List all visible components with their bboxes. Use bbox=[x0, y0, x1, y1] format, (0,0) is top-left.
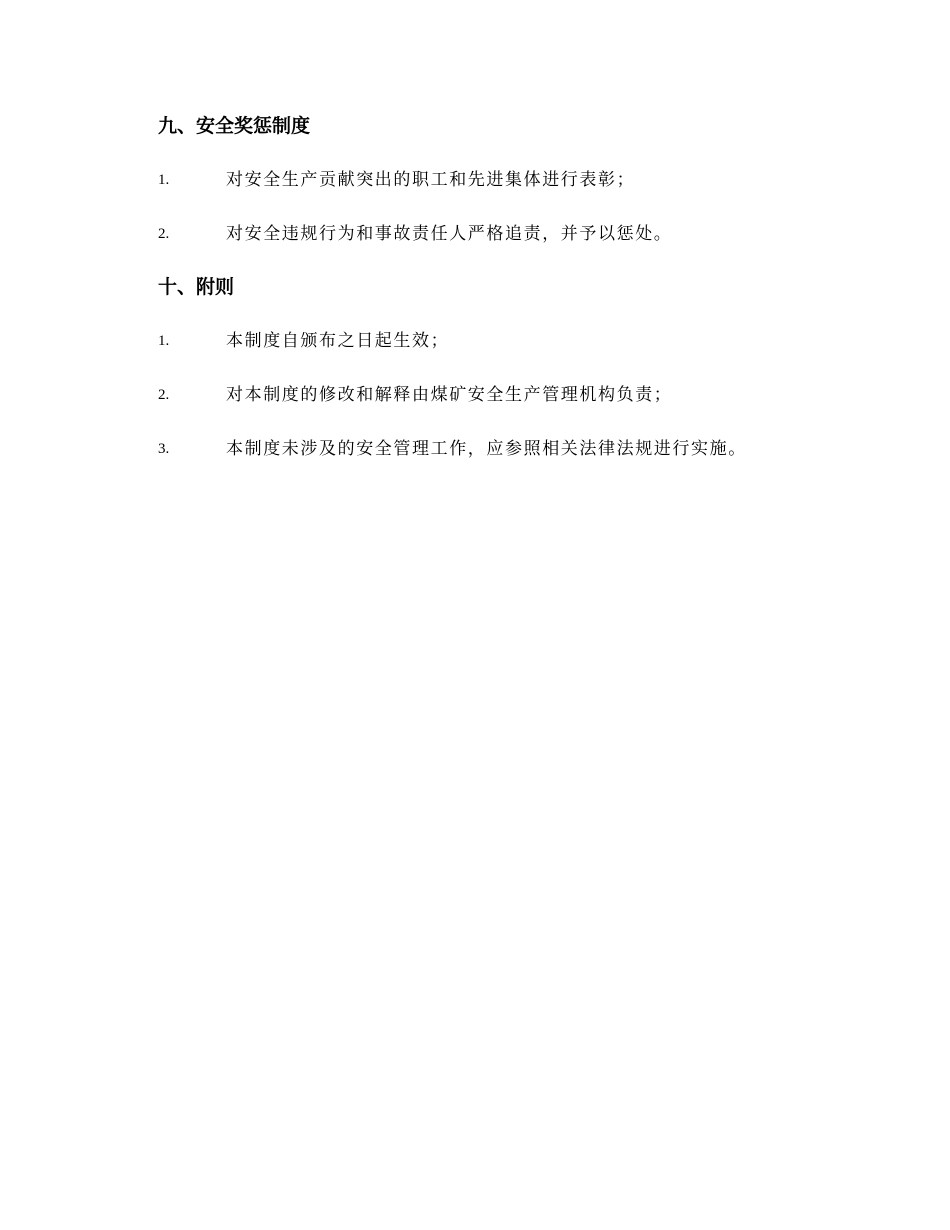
list-item bbox=[158, 168, 878, 192]
list-item-text: 对安全违规行为和事故责任人严格追责，并予以惩处。 bbox=[226, 224, 673, 244]
list-item-number: 2. bbox=[158, 387, 170, 403]
list-item-number: 1. bbox=[158, 333, 170, 349]
section-rewards-penalties bbox=[158, 114, 878, 246]
list-item bbox=[158, 437, 878, 461]
list-item-number: 3. bbox=[158, 441, 170, 457]
section-title: 十、附则 bbox=[158, 276, 235, 298]
section-title: 九、安全奖惩制度 bbox=[158, 115, 311, 137]
list-item bbox=[158, 329, 878, 353]
section-supplementary-provisions bbox=[158, 275, 878, 461]
list-item-number: 1. bbox=[158, 172, 170, 188]
list-item-text: 对本制度的修改和解释由煤矿安全生产管理机构负责； bbox=[226, 385, 673, 405]
list-item-text: 本制度未涉及的安全管理工作，应参照相关法律法规进行实施。 bbox=[226, 439, 747, 459]
list-item-text: 对安全生产贡献突出的职工和先进集体进行表彰； bbox=[226, 170, 636, 190]
list-item-number: 2. bbox=[158, 226, 170, 242]
list-item-text: 本制度自颁布之日起生效； bbox=[226, 331, 450, 351]
list-item bbox=[158, 222, 878, 246]
list-item bbox=[158, 383, 878, 407]
